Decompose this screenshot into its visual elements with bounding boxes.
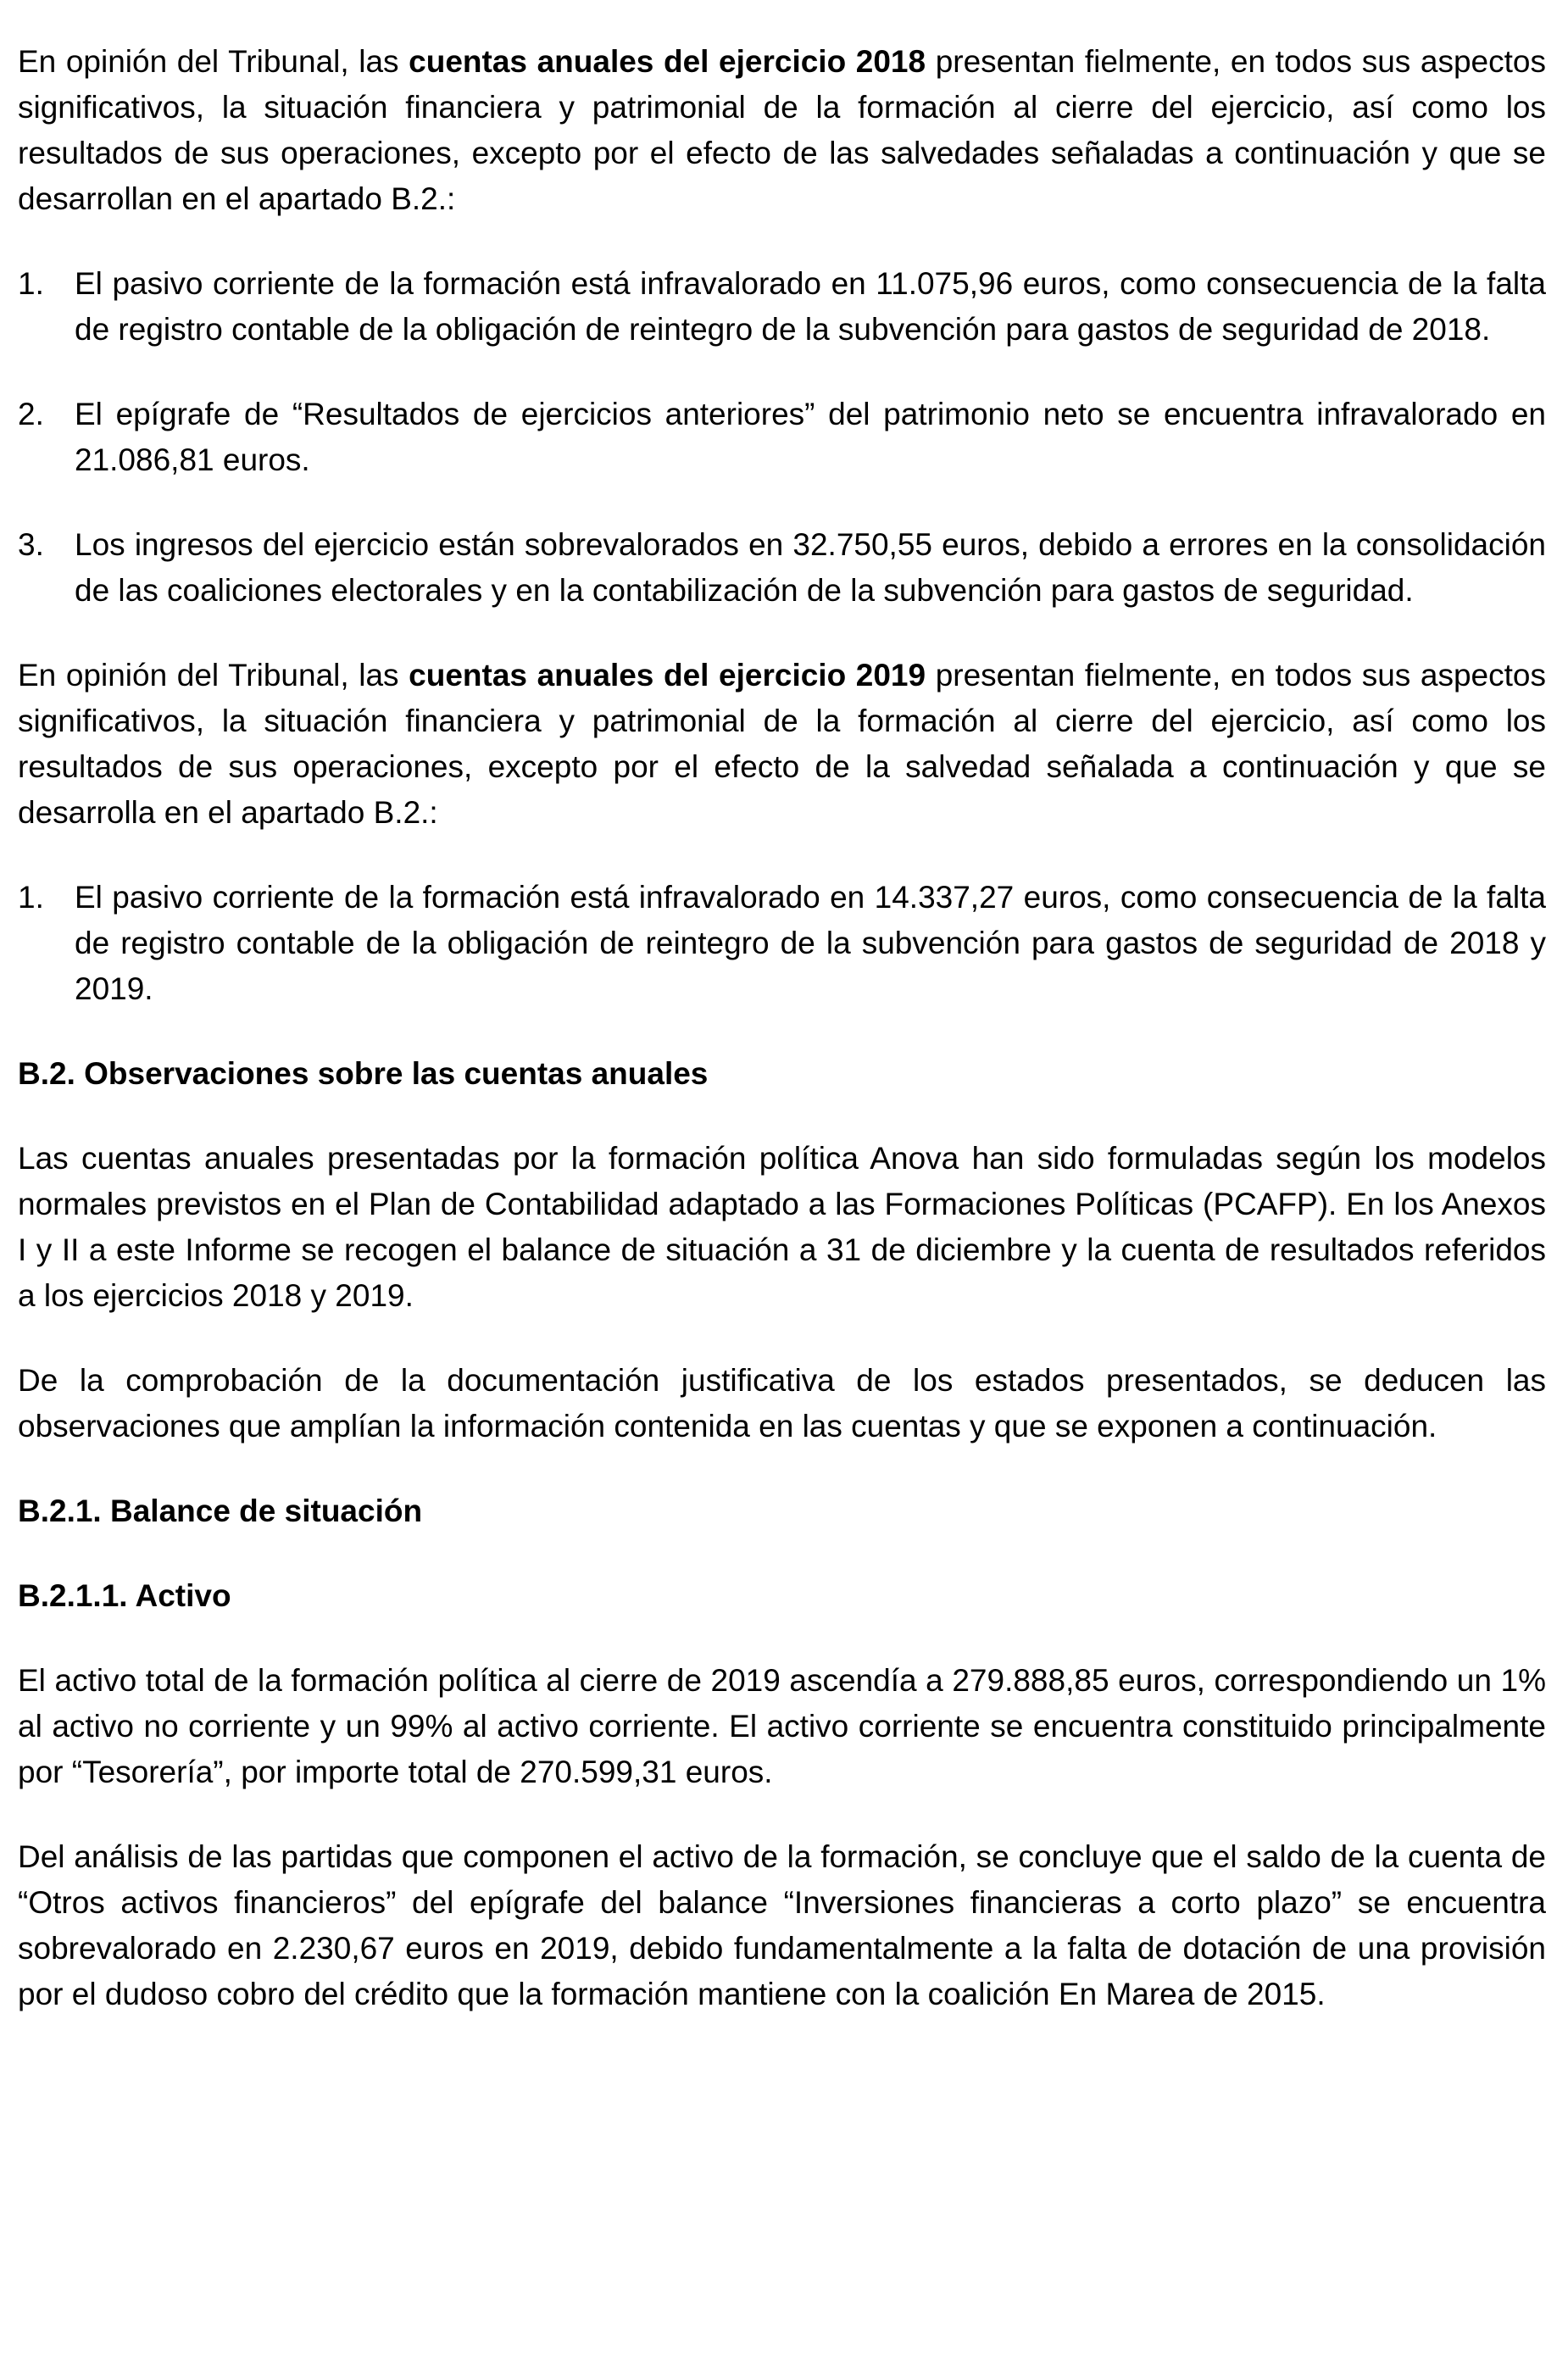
section-b2-paragraph-1: Las cuentas anuales presentadas por la formación política Anova han sido formuladas según los modelos normales previstos en el Plan de Contabilidad adaptado a las Formaciones Políticas (PCAFP). En los Anexos I y II a este Informe se recogen el balance de situación a 31 de diciembre y la cuenta de resultados referidos a los ejercicios 2018 y 2019.	[18, 1141, 1546, 1313]
section-b21-heading: B.2.1. Balance de situación	[18, 1494, 423, 1528]
list-item-text: El epígrafe de “Resultados de ejercicios anteriores” del patrimonio neto se encuentra infravalorado en 21.086,81 euros.	[75, 397, 1546, 477]
section-b2-paragraph-2: De la comprobación de la documentación justificativa de los estados presentados, se deducen las observaciones que amplían la información contenida en las cuentas y que se exponen a continuación.	[18, 1363, 1546, 1444]
list-item-number: 1.	[18, 880, 44, 915]
opinion-2019-post: presentan fielmente, en todos sus aspectos significativos, la situación financiera y patrimonial de la formación al cierre del ejercicio, así como los resultados de sus operaciones, excepto por el efecto de la salvedad señalada a continuación y que se desarrolla en el apartado B.2.:	[18, 658, 1546, 830]
list-item-number: 1.	[18, 266, 44, 301]
list-item-number: 2.	[18, 397, 44, 431]
list-item-number: 3.	[18, 527, 44, 562]
list-item	[18, 522, 1546, 614]
list-item	[18, 392, 1546, 483]
list-item-text: El pasivo corriente de la formación está infravalorado en 14.337,27 euros, como consecuencia de la falta de registro contable de la obligación de reintegro de la subvención para gastos de seguridad de 2018 y 2019.	[75, 880, 1546, 1006]
list-item	[18, 875, 1546, 1012]
section-b211-heading: B.2.1.1. Activo	[18, 1578, 231, 1613]
qualifications-2019-list	[18, 875, 1546, 1012]
opinion-2018-post: presentan fielmente, en todos sus aspectos significativos, la situación financiera y patrimonial de la formación al cierre del ejercicio, así como los resultados de sus operaciones, excepto por el efecto de las salvedades señaladas a continuación y que se desarrollan en el apartado B.2.:	[18, 44, 1546, 216]
opinion-2018-pre: En opinión del Tribunal, las	[18, 44, 409, 79]
section-b211-paragraph-1: El activo total de la formación política al cierre de 2019 ascendía a 279.888,85 euros, correspondiendo un 1% al activo no corriente y un 99% al activo corriente. El activo corriente se encuentra constituido principalmente por “Tesorería”, por importe total de 270.599,31 euros.	[18, 1663, 1546, 1789]
list-item-text: Los ingresos del ejercicio están sobrevalorados en 32.750,55 euros, debido a errores en la consolidación de las coaliciones electorales y en la contabilización de la subvención para gastos de seguridad.	[75, 527, 1546, 608]
opinion-2019-bold: cuentas anuales del ejercicio 2019	[409, 658, 926, 693]
opinion-2018-bold: cuentas anuales del ejercicio 2018	[409, 44, 926, 79]
qualifications-2018-list	[18, 261, 1546, 614]
opinion-2019-pre: En opinión del Tribunal, las	[18, 658, 409, 693]
opinion-2019-paragraph	[18, 653, 1546, 836]
list-item-text: El pasivo corriente de la formación está infravalorado en 11.075,96 euros, como consecuencia de la falta de registro contable de la obligación de reintegro de la subvención para gastos de seguridad de 2018.	[75, 266, 1546, 347]
section-b2-heading: B.2. Observaciones sobre las cuentas anuales	[18, 1056, 709, 1091]
opinion-2018-paragraph	[18, 39, 1546, 222]
list-item	[18, 261, 1546, 353]
section-b211-paragraph-2: Del análisis de las partidas que componen el activo de la formación, se concluye que el saldo de la cuenta de “Otros activos financieros” del epígrafe del balance “Inversiones financieras a corto plazo” se encuentra sobrevalorado en 2.230,67 euros en 2019, debido fundamentalmente a la falta de dotación de una provisión por el dudoso cobro del crédito que la formación mantiene con la coalición En Marea de 2015.	[18, 1839, 1546, 2011]
